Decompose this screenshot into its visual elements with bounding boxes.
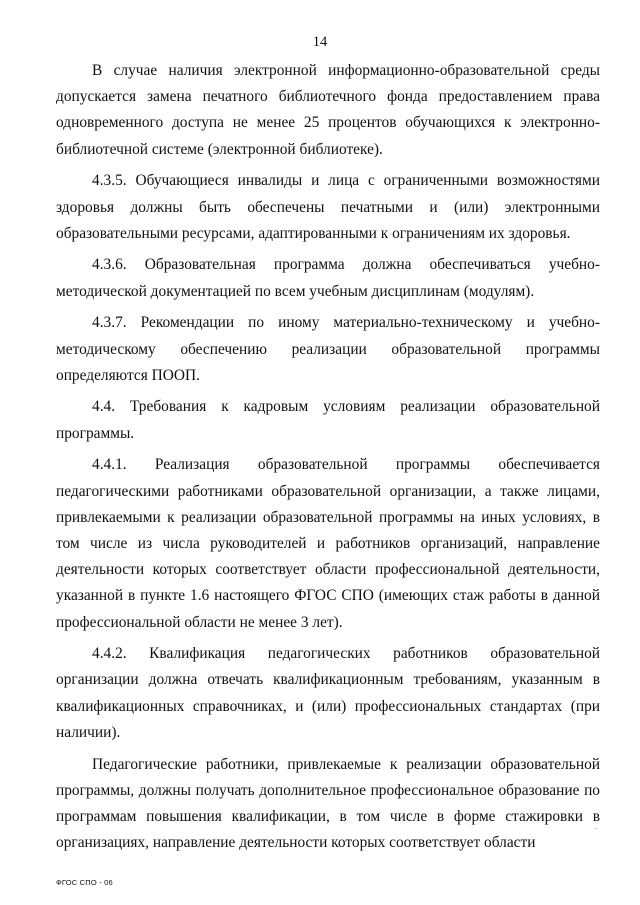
paragraph-4-4-2: 4.4.2. Квалификация педагогических работников образовательной организации должна отвечать квалификационным требованиям, указанным в квалификационных справочниках, и (или) профессиональных стандартах (при наличии).: [56, 645, 600, 741]
paragraph-4-4: 4.4. Требования к кадровым условиям реализации образовательной программы.: [56, 398, 600, 442]
document-body: [56, 58, 600, 862]
paragraph-pedagogical-workers: Педагогические работники, привлекаемые к реализации образовательной программы, должны получать дополнительное профессиональное образование по программам повышения квалификации, в том числе в форме стажировки в организациях, направление деятельности которых соответствует области: [56, 755, 600, 852]
paragraph-electronic-environment: В случае наличия электронной информационно-образовательной среды допускается замена печатного библиотечного фонда предоставлением права одновременного доступа не менее 25 процентов обучающихся к электронно-библиотечной системе (электронной библиотеке).: [56, 62, 600, 158]
page-number: 14: [312, 34, 328, 50]
document-footer: ФГОС СПО - 06: [56, 878, 113, 887]
paragraph-4-4-1: 4.4.1. Реализация образовательной программы обеспечивается педагогическими работниками образовательной организации, а также лицами, привлекаемыми к реализации образовательной программы на иных условиях, в том числе из числа руководителей и работников организаций, направление деятельности которых соответствует области профессиональной деятельности, указанной в пункте 1.6 настоящего ФГОС СПО (имеющих стаж работы в данной профессиональной области не менее 3 лет).: [56, 456, 600, 631]
paragraph-4-3-5: 4.3.5. Обучающиеся инвалиды и лица с ограниченными возможностями здоровья должны быть обеспечены печатными и (или) электронными образовательными ресурсами, адаптированными к ограничениям их здоровья.: [56, 172, 600, 242]
paragraph-4-3-7: 4.3.7. Рекомендации по иному материально-техническому и учебно-методическому обеспечению реализации образовательной программы определяются ПООП.: [56, 314, 600, 384]
paragraph-4-3-6: 4.3.6. Образовательная программа должна обеспечиваться учебно-методической документацией по всем учебным дисциплинам (модулям).: [56, 256, 600, 300]
scan-speck: [595, 828, 598, 829]
